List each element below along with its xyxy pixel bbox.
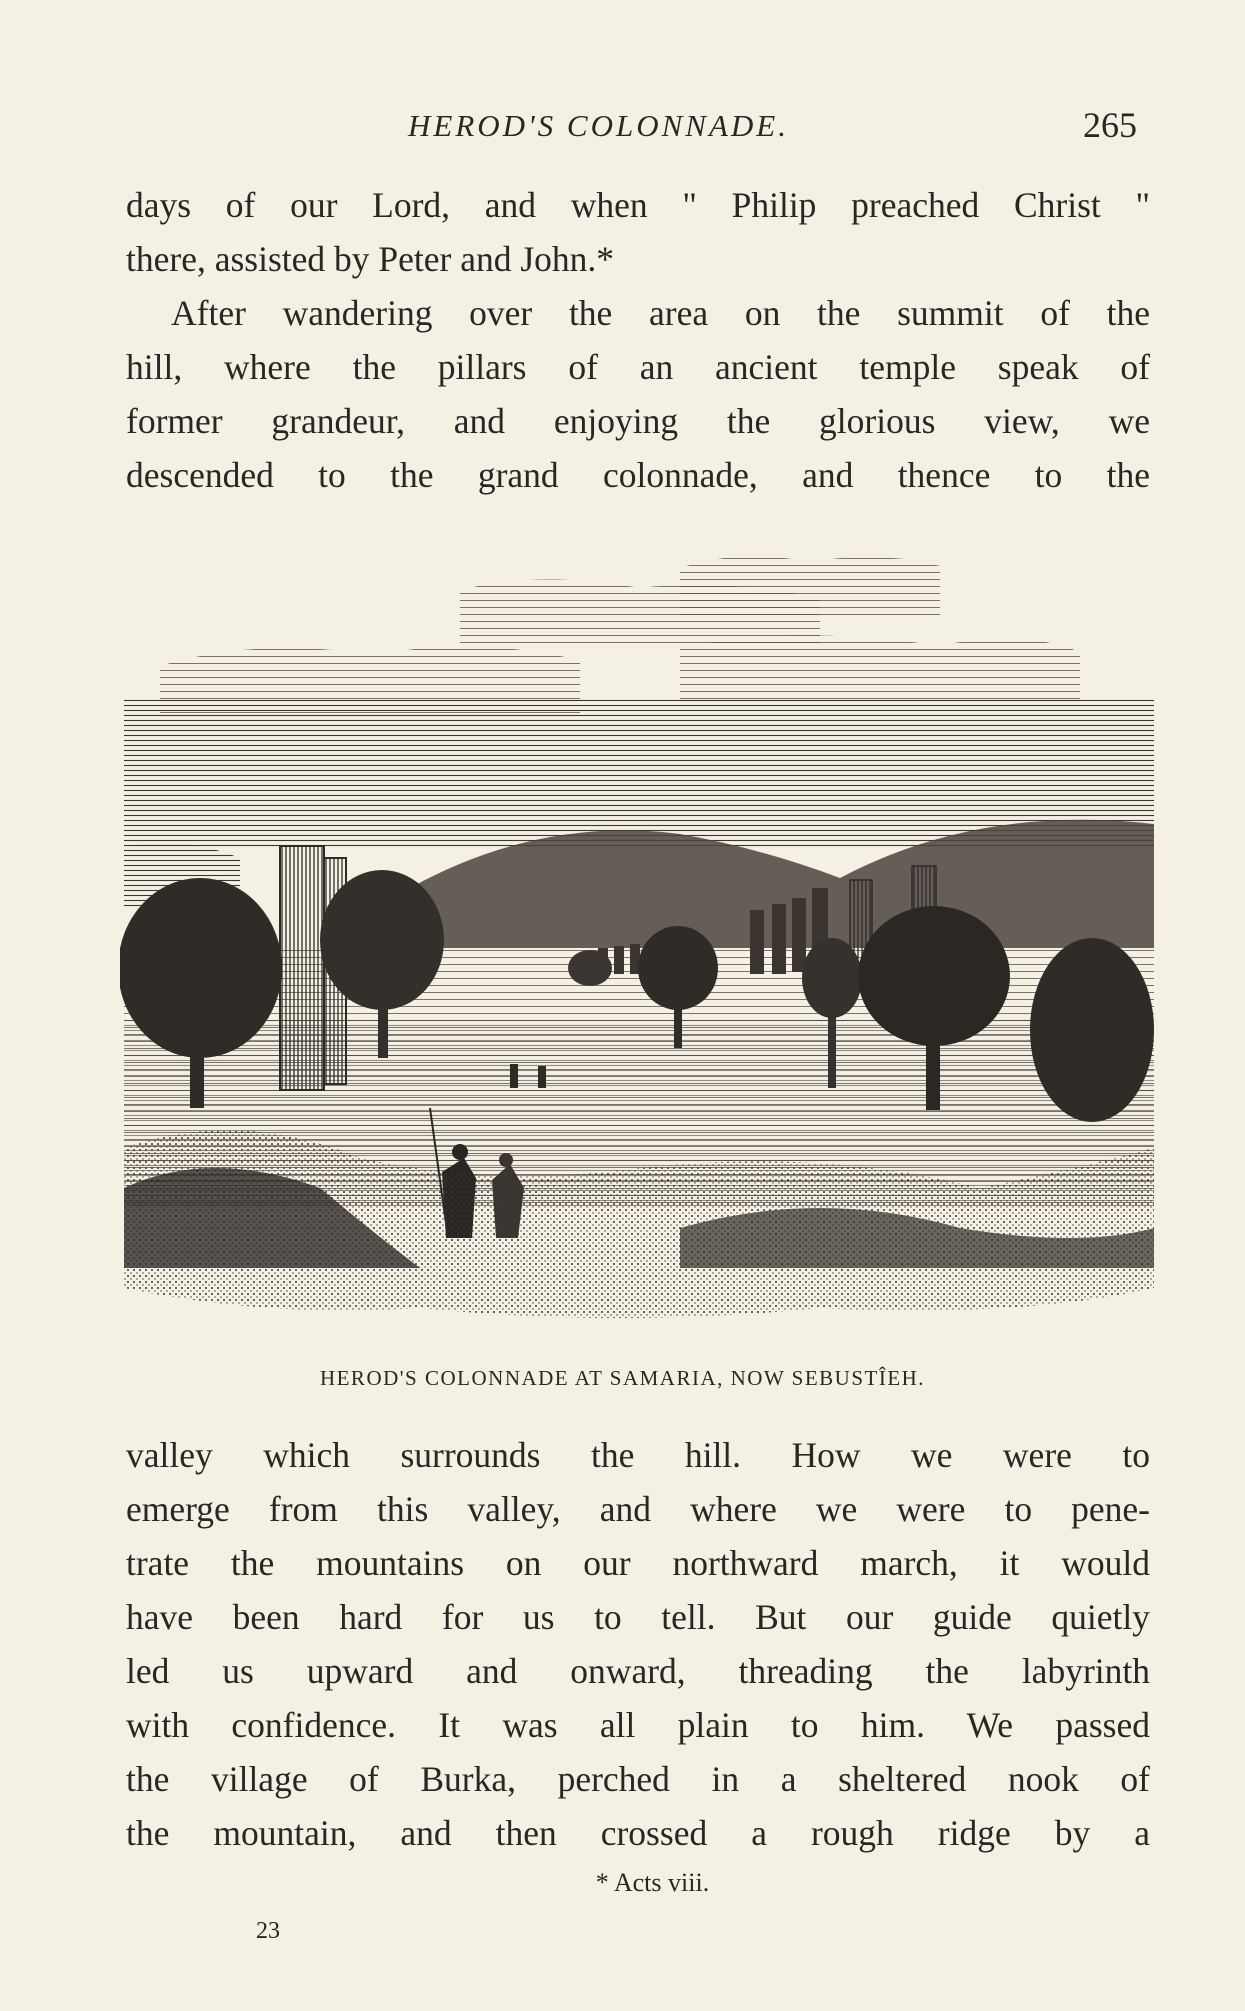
- text-line: descended to the grand colonnade, and thence to the: [126, 455, 1150, 495]
- text-line: the village of Burka, perched in a sheltered nook of: [126, 1759, 1150, 1799]
- sky: [124, 698, 1154, 848]
- paragraph-top: [126, 178, 1150, 502]
- paragraph-bottom: [126, 1428, 1150, 1860]
- signature-mark: 23: [256, 1918, 280, 1944]
- running-title: HEROD'S COLONNADE.: [408, 108, 789, 143]
- engraving-image: [120, 548, 1160, 1330]
- text-line: days of our Lord, and when " Philip preached Christ ": [126, 185, 1150, 225]
- text-line: valley which surrounds the hill. How we were to: [126, 1435, 1150, 1475]
- text-line: with confidence. It was all plain to him. We passed: [126, 1705, 1150, 1745]
- text-line: hill, where the pillars of an ancient temple speak of: [126, 347, 1150, 387]
- text-line: trate the mountains on our northward march, it would: [126, 1543, 1150, 1583]
- page-number: 265: [1083, 105, 1137, 145]
- text-line: former grandeur, and enjoying the glorious view, we: [126, 401, 1150, 441]
- text-line: led us upward and onward, threading the labyrinth: [126, 1651, 1150, 1691]
- running-head: [0, 104, 1245, 148]
- clouds: [160, 556, 1080, 718]
- text-line: emerge from this valley, and where we were to pene-: [126, 1489, 1150, 1529]
- text-line: there, assisted by Peter and John.*: [126, 239, 615, 279]
- engraving-illustration: [120, 548, 1160, 1330]
- footnote: * Acts viii.: [595, 1868, 710, 1897]
- text-line: After wandering over the area on the summit of the: [171, 293, 1150, 333]
- text-line: have been hard for us to tell. But our guide quietly: [126, 1597, 1150, 1637]
- illustration-caption: HEROD'S COLONNADE AT SAMARIA, NOW SEBUSTÎEH.: [319, 1366, 926, 1390]
- text-line: the mountain, and then crossed a rough ridge by a: [126, 1813, 1150, 1853]
